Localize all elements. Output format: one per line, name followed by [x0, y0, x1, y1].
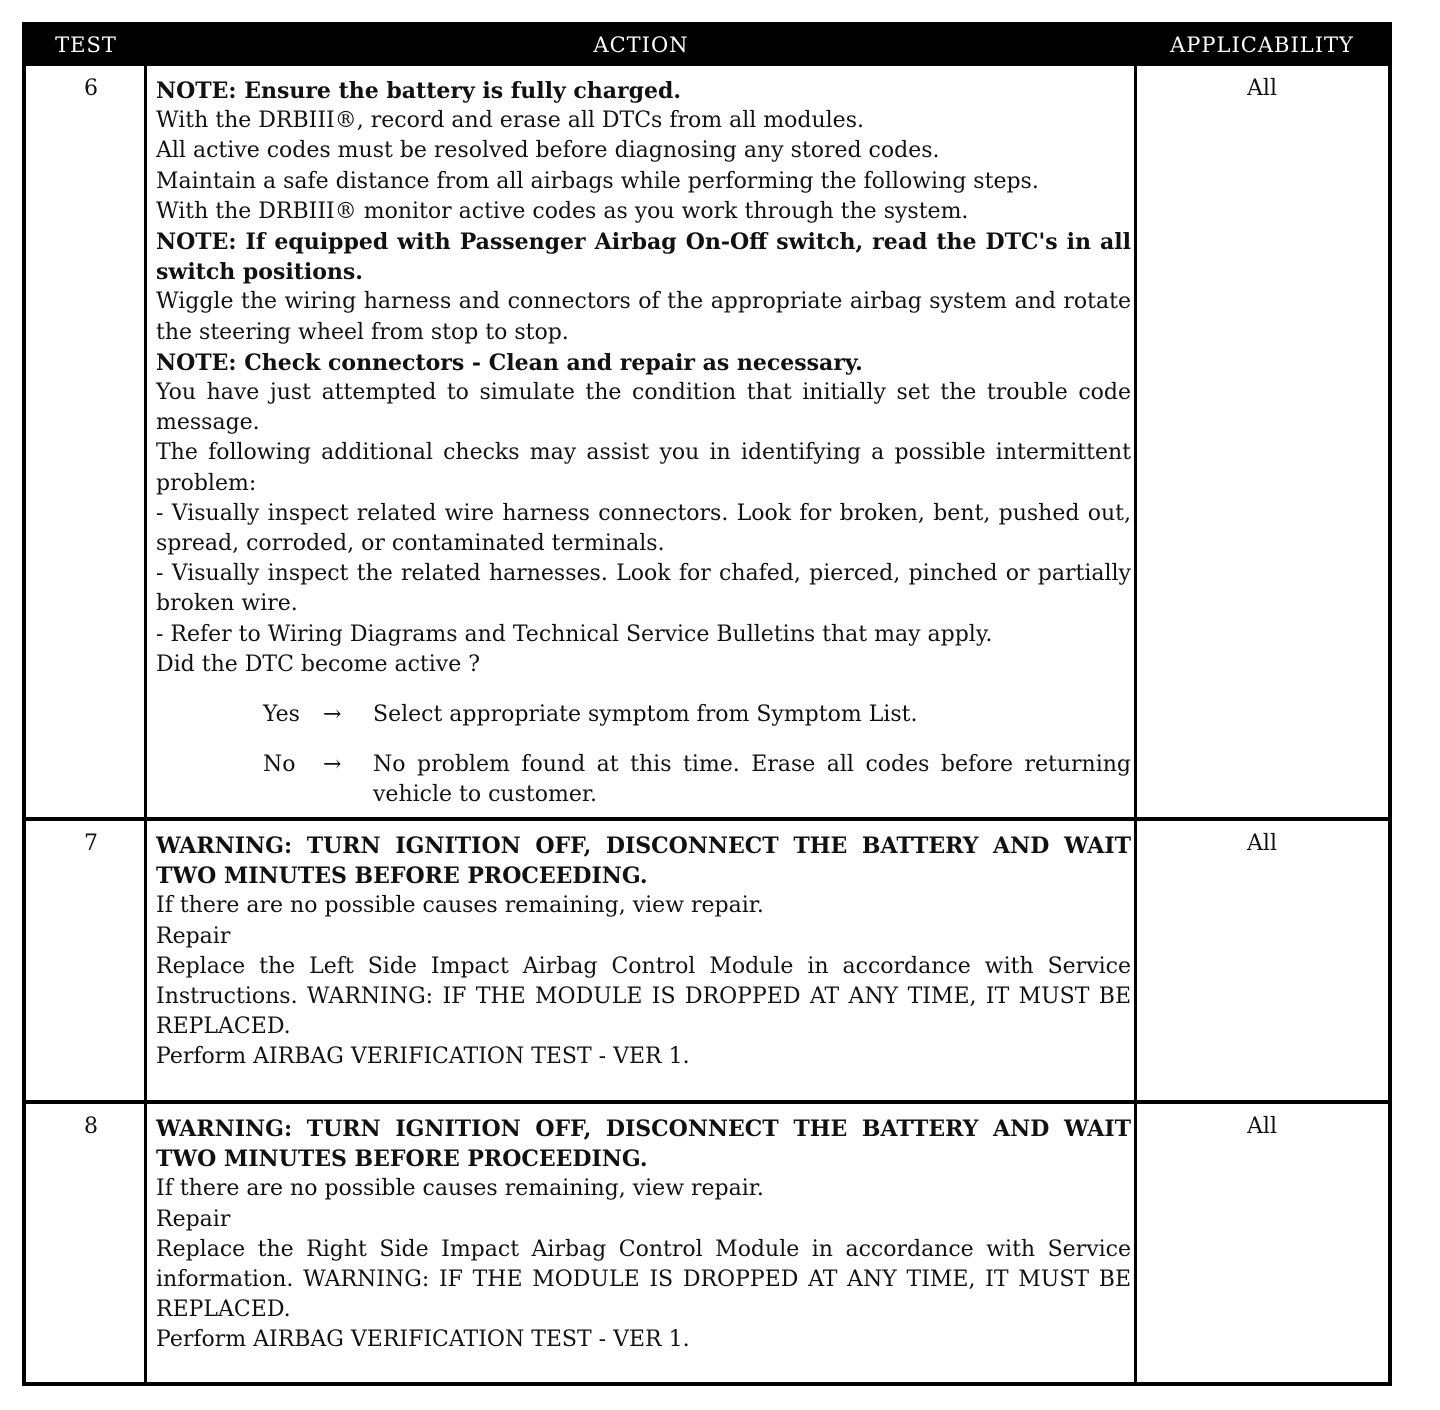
action-line: You have just attempted to simulate the condition that initially set the trouble code message.: [156, 380, 1131, 436]
choice-yes: [156, 700, 1131, 730]
repair-label: Repair: [156, 923, 231, 949]
header-test: TEST: [55, 33, 117, 57]
action-text: [156, 831, 1131, 1073]
verification-text: Perform AIRBAG VERIFICATION TEST - VER 1.: [156, 1044, 690, 1070]
test-number: 8: [84, 1114, 98, 1139]
action-line: With the DRBIII® monitor active codes as you work through the system.: [156, 198, 969, 224]
note-passenger-switch: NOTE: If equipped with Passenger Airbag On-Off switch, read the DTC's in all switch positions.: [156, 229, 1131, 286]
note-connectors: NOTE: Check connectors - Clean and repair as necessary.: [156, 349, 863, 376]
table-row: [26, 821, 1388, 1100]
header-action: ACTION: [593, 33, 689, 57]
action-line: - Visually inspect related wire harness connectors. Look for broken, bent, pushed out, spread, corroded, or contaminated terminals.: [156, 500, 1131, 557]
right-arrow-icon: →: [323, 752, 342, 778]
yes-text: Select appropriate symptom from Symptom List.: [373, 702, 918, 728]
question: Did the DTC become active ?: [156, 651, 481, 677]
no-text: No problem found at this time. Erase all codes before returning vehicle to customer.: [373, 752, 1131, 808]
table-header: [26, 26, 1388, 66]
intro-text: If there are no possible causes remaining, view repair.: [156, 1176, 764, 1202]
no-label: No: [263, 752, 296, 778]
verification-text: Perform AIRBAG VERIFICATION TEST - VER 1.: [156, 1327, 690, 1353]
applicability-value: All: [1247, 76, 1277, 101]
action-line: Wiggle the wiring harness and connectors of the appropriate airbag system and rotate the steering wheel from stop to stop.: [156, 289, 1131, 345]
right-arrow-icon: →: [323, 702, 342, 728]
repair-text: Replace the Left Side Impact Airbag Control Module in accordance with Service Instructions. WARNING: IF THE MODULE IS DROPPED AT ANY TIME, IT MUST BE REPLACED.: [156, 953, 1131, 1040]
diagnostic-table: [22, 22, 1392, 1386]
action-line: All active codes must be resolved before diagnosing any stored codes.: [156, 138, 940, 164]
action-line: - Visually inspect the related harnesses. Look for chafed, pierced, pinched or partially broken wire.: [156, 561, 1131, 617]
action-line: Maintain a safe distance from all airbags while performing the following steps.: [156, 168, 1039, 194]
test-number: 7: [84, 831, 98, 856]
action-line: The following additional checks may assist you in identifying a possible intermittent problem:: [156, 440, 1131, 496]
note-battery: NOTE: Ensure the battery is fully charged.: [156, 78, 682, 104]
yes-label: Yes: [263, 702, 300, 728]
table-row: [26, 1104, 1388, 1382]
repair-label: Repair: [156, 1206, 231, 1232]
action-line: - Refer to Wiring Diagrams and Technical Service Bulletins that may apply.: [156, 621, 993, 647]
choice-no: [156, 750, 1131, 810]
table-row: [26, 66, 1388, 817]
applicability-value: All: [1247, 831, 1277, 856]
applicability-value: All: [1247, 1114, 1277, 1139]
intro-text: If there are no possible causes remaining, view repair.: [156, 893, 764, 919]
action-text: [156, 76, 1131, 811]
test-number: 6: [84, 76, 98, 101]
repair-text: Replace the Right Side Impact Airbag Control Module in accordance with Service information. WARNING: IF THE MODULE IS DROPPED AT ANY TIME, IT MUST BE REPLACED.: [156, 1236, 1131, 1323]
warning-text: WARNING: TURN IGNITION OFF, DISCONNECT THE BATTERY AND WAIT TWO MINUTES BEFORE PROCEEDING.: [156, 1116, 1131, 1173]
header-applicability: APPLICABILITY: [1170, 33, 1354, 57]
action-text: [156, 1114, 1131, 1356]
action-line: With the DRBIII®, record and erase all DTCs from all modules.: [156, 108, 864, 134]
warning-text: WARNING: TURN IGNITION OFF, DISCONNECT THE BATTERY AND WAIT TWO MINUTES BEFORE PROCEEDING.: [156, 833, 1131, 890]
